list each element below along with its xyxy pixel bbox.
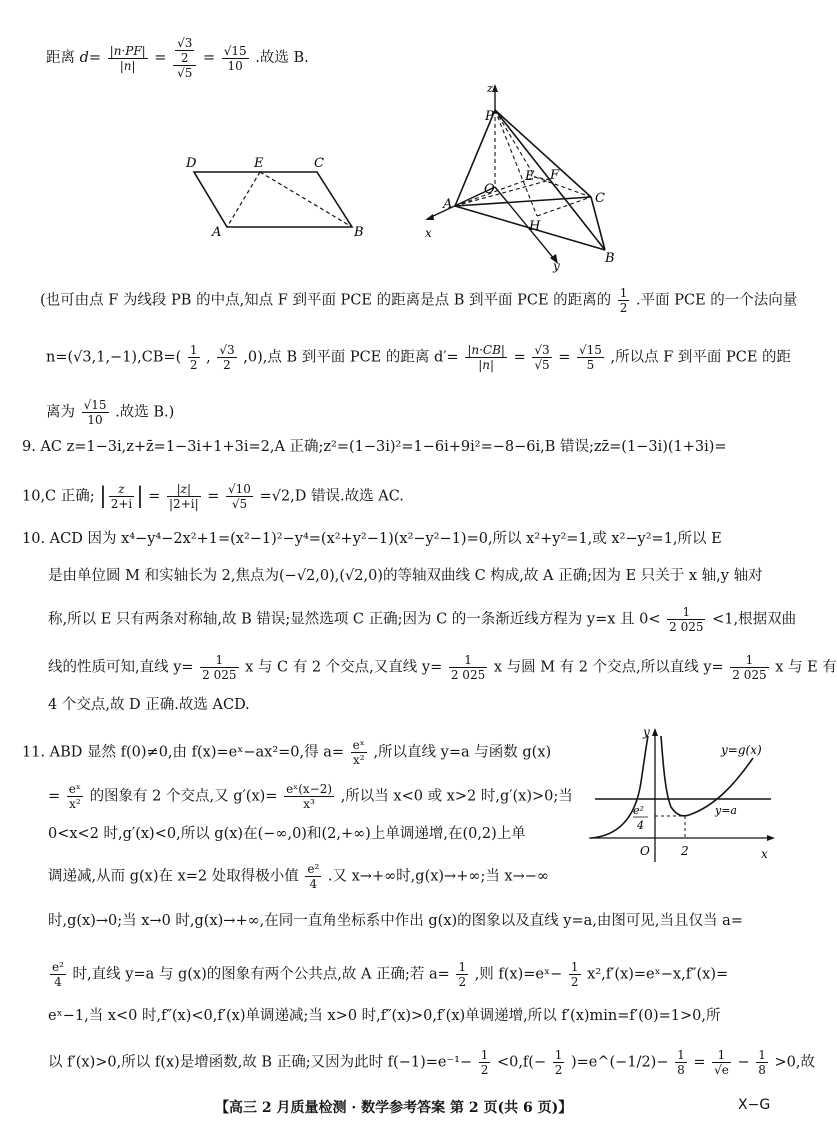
q11-line-8 [48,1048,815,1077]
label-e2: e² [633,804,644,817]
frac-1-2-a: $\frac{1}{2}$ [458,960,467,989]
q11-text-4a: 调递减,从而 g(x)在 x=2 处取得极小值 [48,868,299,885]
frac-1-8-a: $\frac{1}{8}$ [677,1048,685,1077]
frac-1-2025-b: $\frac{1}{2 025}$ [450,653,486,682]
q10-text-4d: x 与 E 有 [775,659,837,676]
label-y-axis: y [643,725,650,739]
frac-1-2025: $\frac{1}{2 025}$ [669,605,704,634]
eq2: = [558,349,571,366]
frac-absz-abs2i: $\frac{|z|}{|2+i|}$ [169,482,199,511]
frac-1-2025-a: $\frac{1}{2 025}$ [202,653,237,682]
q11-text-2c: ,所以当 x<0 或 x>2 时,g′(x)>0;当 [340,788,573,805]
q10-text-3b: <1,根据双曲 [712,611,797,628]
q11-line-6 [48,960,728,989]
frac-e2-4: $\frac{\text{e²}}{4}$ [307,862,320,891]
q11-text-8d: >0,故 [774,1054,815,1071]
q11-text-6a: 时,直线 y=a 与 g(x)的图象有两个公共点,故 A 正确;若 a= [72,966,450,983]
eq1: = [154,50,167,66]
note-text-3b: .故选 B.) [115,404,175,421]
frac-1-2-d: $\frac{1}{2}$ [554,1048,563,1077]
note-text-3a: 离为 [46,404,75,421]
frac-1-8-b: $\frac{1}{8}$ [758,1048,766,1077]
q11-text-2b: 的图象有 2 个交点,又 g′(x)= [89,788,278,805]
q10-text-3a: 称,所以 E 只有两条对称轴,故 B 错误;显然选项 C 正确;因为 C 的一条渐近线方程为 y=x 且 0< [48,611,661,628]
label-P: P [485,109,494,124]
frac-1-2-c: $\frac{1}{2}$ [480,1048,489,1077]
label-C: C [595,191,605,206]
eq2: = [202,50,216,66]
q10-text-4c: x 与圆 M 有 2 个交点,所以直线 y= [493,659,724,676]
q10-text-4b: x 与 C 有 2 个交点,又直线 y= [245,659,443,676]
q11-line-2 [48,782,573,811]
frac-1-2-b: $\frac{1}{2}$ [570,960,579,989]
eq: = [513,349,526,366]
footer-right: X−G [738,1097,771,1113]
q11-line-1 [22,738,551,767]
label-D: D [186,156,197,171]
label-A: A [212,225,222,240]
note-text-1a: (也可由点 F 为线段 PB 的中点,知点 F 到平面 PCE 的距离是点 B 到平面 PCE 的距离的 [40,292,612,309]
distance-formula-line [46,36,309,80]
label-O: O [484,182,495,197]
q11-text-8b: <0,f(− [496,1054,547,1071]
frac-e2-4-b: $\frac{\text{e²}}{4}$ [52,960,64,989]
label-two: 2 [681,844,689,858]
frac-sqrt10-sqrt5: $\frac{√10}{√5}$ [228,482,251,511]
label-y: y [553,259,560,273]
q11-text-1a: 11. ABD 显然 f(0)≠0,由 f(x)=eˣ−ax²=0,得 a= [22,744,345,761]
label-H: H [529,219,541,234]
eq: = [693,1054,706,1071]
frac-ncb: $\frac{|n\cdot CB|}{|n|}$ [467,343,505,372]
frac-1-sqrte: $\frac{1}{√e}$ [714,1048,729,1077]
eq: = [148,488,161,505]
label-E: E [254,156,264,171]
label-z: z [487,82,493,95]
frac-sqrt3-over: $\frac{\frac{√3}{2}}{√5}$ [173,36,196,80]
note-line-1 [40,286,797,315]
q10-text-4a: 线的性质可知,直线 y= [48,659,194,676]
minus: − [737,1054,750,1071]
frac-1-2025-c: $\frac{1}{2 025}$ [732,653,767,682]
q11-line-5: 时,g(x)→0;当 x→0 时,g(x)→+∞,在同一直角坐标系中作出 g(x)的图象以及直线 y=a,由图可见,当且仅当 a= [48,913,743,929]
frac-sqrt15-5: $\frac{√15}{5}$ [578,343,602,372]
note-text-1b: .平面 PCE 的一个法向量 [636,292,798,309]
frac-1-2: $\frac{1}{2}$ [189,343,198,372]
q11-text-1b: ,所以直线 y=a 与函数 g(x) [373,744,552,761]
frac-z-2i: $\frac{z}{2+i}$ [110,482,133,511]
q9-text-2a: 10,C 正确; [22,488,95,505]
label-origin: O [640,844,650,858]
gx-graph [585,722,785,867]
distance-prefix: 距离 [46,50,75,66]
label-x: x [425,226,432,240]
frac-npf: $\frac{|n\cdot PF|}{|n|}$ [109,43,146,73]
q11-line-4 [48,862,549,891]
q11-text-8c: )=e^(−1/2)− [570,1054,669,1071]
note-line-2 [46,343,791,372]
eq2: = [207,488,220,505]
frac-half: $\frac{1}{2}$ [619,286,628,315]
parallelogram-diagram [180,152,380,242]
frac-sqrt3-sqrt5: $\frac{√3}{√5}$ [534,343,550,372]
q11-text-6c: x²,f′(x)=eˣ−x,f″(x)= [587,966,729,983]
comma: , [206,349,211,366]
label-ygx: y=g(x) [721,743,762,757]
q10-line-3 [48,605,796,634]
label-4: 4 [637,819,644,832]
note-text-2b: ,0),点 B 到平面 PCE 的距离 d′= [243,349,459,366]
label-B: B [605,251,615,266]
q9-text-2b: =√2,D 错误.故选 AC. [259,488,404,505]
frac-sqrt3-2: $\frac{√3}{2}$ [219,343,235,372]
q11-text-4b: .又 x→+∞时,g(x)→+∞;当 x→−∞ [327,868,549,885]
q11-text-6b: ,则 f(x)=eˣ− [474,966,563,983]
pyramid-3d-diagram [415,82,625,272]
footer-center: 【高三 2 月质量检测 · 数学参考答案 第 2 页(共 6 页)】 [215,1100,573,1116]
q11-text-8a: 以 f′(x)>0,所以 f(x)是增函数,故 B 正确;又因为此时 f(−1)=e⁻¹− [48,1054,473,1071]
q11-text-2a: = [48,788,61,805]
choose-b: .故选 B. [255,50,309,66]
q9-line-2: 10,C 正确; | $\frac{z}{2+i}$ | = $\frac{|z|}{|2+i|}$ = $\frac{√10}{√5}$ =√2,D 错误.故选 AC. [22,482,404,511]
label-x-axis: x [761,847,768,861]
frac-ex-x2: $\frac{\text{eˣ}}{\text{x²}}$ [352,738,365,767]
label-B: B [354,225,364,240]
q11-line-7: eˣ−1,当 x<0 时,f″(x)<0,f′(x)单调递减;当 x>0 时,f″(x)>0,f′(x)单调递增,所以 f′(x)min=f′(0)=1>0,所 [48,1008,721,1024]
q11-line-3: 0<x<2 时,g′(x)<0,所以 g(x)在(−∞,0)和(2,+∞)上单调递增,在(0,2)上单 [48,826,526,842]
q10-line-1: 10. ACD 因为 x⁴−y⁴−2x²+1=(x²−1)²−y⁴=(x²+y²−1)(x²−y²−1)=0,所以 x²+y²=1,或 x²−y²=1,所以 E [22,531,722,547]
note-text-2a: n=(√3,1,−1),CB=( [46,349,182,366]
q9-line-1: 9. AC z=1−3i,z+z̄=1−3i+1+3i=2,A 正确;z²=(1−3i)²=1−6i+9i²=−8−6i,B 错误;zz̄=(1−3i)(1+3i)= [22,439,727,455]
q10-line-5: 4 个交点,故 D 正确.故选 ACD. [48,697,250,713]
q10-line-4 [48,653,837,682]
note-text-2c: ,所以点 F 到平面 PCE 的距 [610,349,792,366]
note-line-3 [46,398,174,427]
frac-sqrt15-10b: $\frac{√15}{10}$ [83,398,107,427]
label-A: A [443,197,453,212]
frac-ex-x2-b: $\frac{\text{eˣ}}{\text{x²}}$ [68,782,81,811]
frac-gprime: $\frac{\text{eˣ(x−2)}}{\text{x³}}$ [286,782,333,811]
label-F: F [550,168,560,183]
q10-line-2: 是由单位圆 M 和实轴长为 2,焦点为(−√2,0),(√2,0)的等轴双曲线 C 构成,故 A 正确;因为 E 只关于 x 轴,y 轴对 [48,568,763,584]
frac-sqrt15-10: $\frac{√15}{10}$ [223,43,247,73]
d-eq: d= [79,50,102,66]
label-ya: y=a [715,804,737,817]
label-E: E [525,169,535,184]
label-C: C [314,156,324,171]
